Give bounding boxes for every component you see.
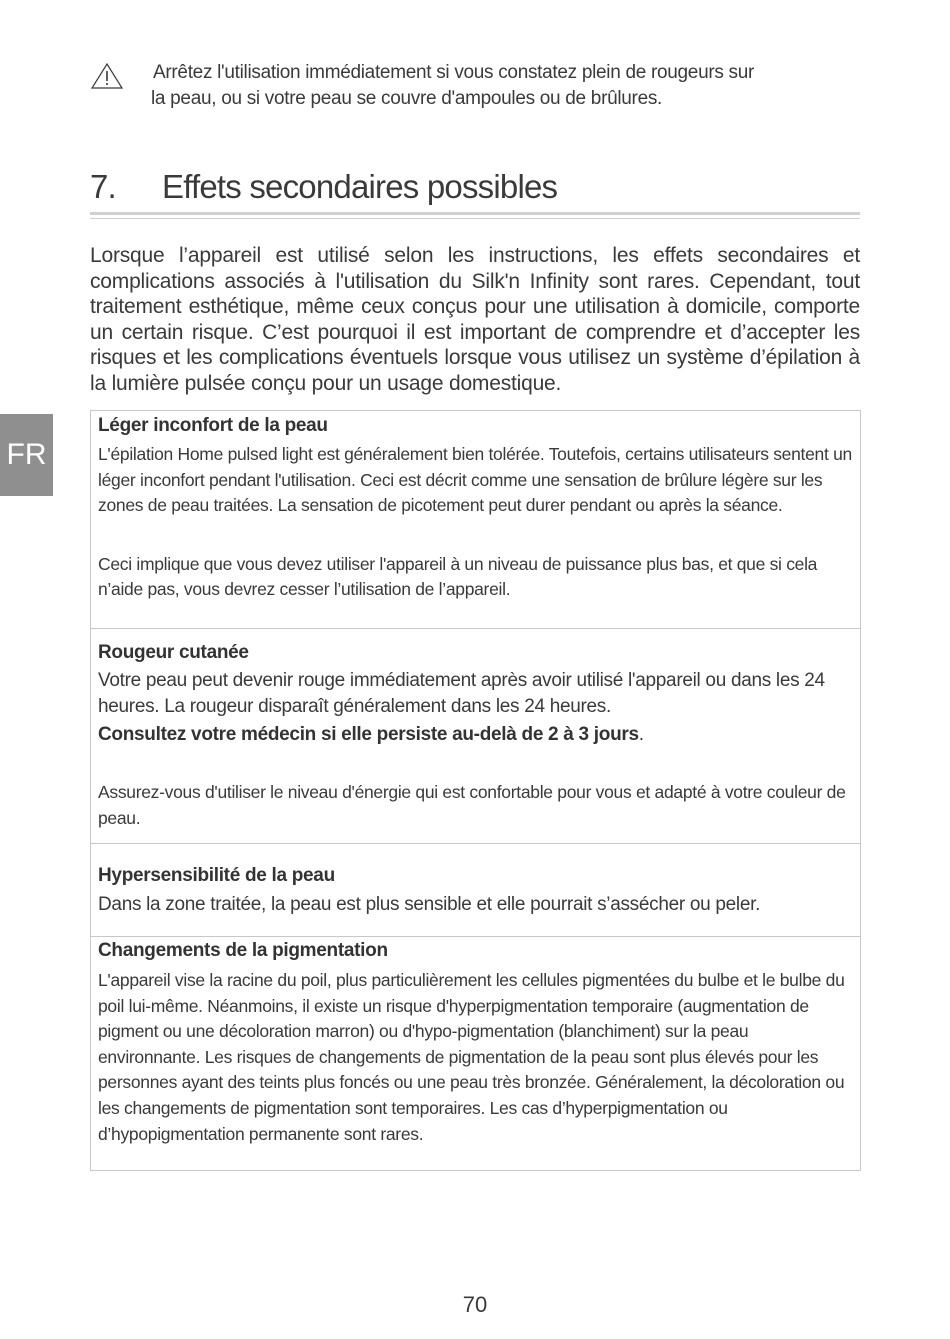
pigmentation-body: L'appareil vise la racine du poil, plus particulièrement les cellules pigmentées du bulbe et le bulbe du poil lui-même. Néanmoins, il existe un risque d'hyperpigmentation temporaire (augmentation de pigment ou une décoloration marron) ou d'hypo-pigmentation (blanchiment) sur la peau environnante. Les risques de changements de pigmentation de la peau sont plus élevés pour les personnes ayant des teints plus foncés ou une peau très bronzée. Généralement, la décoloration ou les changements de pigmentation sont temporaires. Les cas d’hyperpigmentation ou d’hypopigmentation permanente sont rares. [98, 970, 845, 1144]
table-row-pigmentation [91, 936, 860, 1170]
discomfort-title: Léger inconfort de la peau [98, 415, 328, 436]
table-row-hypersensitivity [91, 843, 860, 936]
intro-paragraph: Lorsque l’appareil est utilisé selon les instructions, les effets secondaires et complications associés à l'utilisation du Silk'n Infinity sont rares. Cependant, tout traitement esthétique, même ceux conçus pour une utilisation à domicile, comporte un certain risque. C’est pourquoi il est important de comprendre et d’accepter les risques et les complications éventuels lorsque vous utilisez un système d’épilation à la lumière pulsée conçu pour un usage domestique. [90, 244, 860, 395]
redness-body: Votre peau peut devenir rouge immédiatement après avoir utilisé l'appareil ou dans les 24 heures. La rougeur disparaît généralement dans les 24 heures. [98, 670, 825, 717]
heading-rule [90, 212, 860, 215]
redness-note: Assurez-vous d'utiliser le niveau d'énergie qui est confortable pour vous et adapté à votre couleur de peau. [98, 782, 846, 828]
discomfort-note: Ceci implique que vous devez utiliser l'appareil à un niveau de puissance plus bas, et que si cela n’aide pas, vous devrez cesser l’utilisation de l’appareil. [98, 553, 818, 600]
warning-text-line2: la peau, ou si votre peau se couvre d'ampoules ou de brûlures. [151, 88, 663, 109]
warning-notice [90, 60, 860, 112]
section-number: 7. [90, 168, 116, 205]
section-heading [90, 164, 860, 210]
heading-rule-thin [90, 218, 860, 219]
discomfort-body: L'épilation Home pulsed light est généralement bien tolérée. Toutefois, certains utilisateurs sentent un léger inconfort pendant l'utilisation. Ceci est décrit comme une sensation de brûlure légère sur les zones de peau traitées. La sensation de picotement peut durer pendant ou après la séance. [98, 444, 852, 516]
warning-text-line1: Arrêtez l'utilisation immédiatement si vous constatez plein de rougeurs sur [153, 62, 755, 83]
language-tab: FR [0, 414, 53, 496]
hypersensitivity-title: Hypersensibilité de la peau [98, 865, 335, 886]
table-row-discomfort [91, 411, 860, 628]
page-number: 70 [462, 1292, 488, 1317]
redness-bold-wrap [98, 722, 852, 748]
table-row-redness [91, 628, 860, 843]
section-title: Effets secondaires possibles [162, 168, 558, 205]
redness-bold-suffix: . [638, 724, 644, 745]
warning-text [153, 60, 860, 112]
warning-triangle-icon [90, 62, 124, 90]
hypersensitivity-body: Dans la zone traitée, la peau est plus sensible et elle pourrait s’assécher ou peler. [98, 894, 761, 915]
side-effects-table [90, 410, 861, 1171]
redness-title: Rougeur cutanée [98, 642, 249, 663]
redness-bold-line: Consultez votre médecin si elle persiste au-delà de 2 à 3 jours [98, 724, 639, 745]
pigmentation-title: Changements de la pigmentation [98, 940, 388, 961]
